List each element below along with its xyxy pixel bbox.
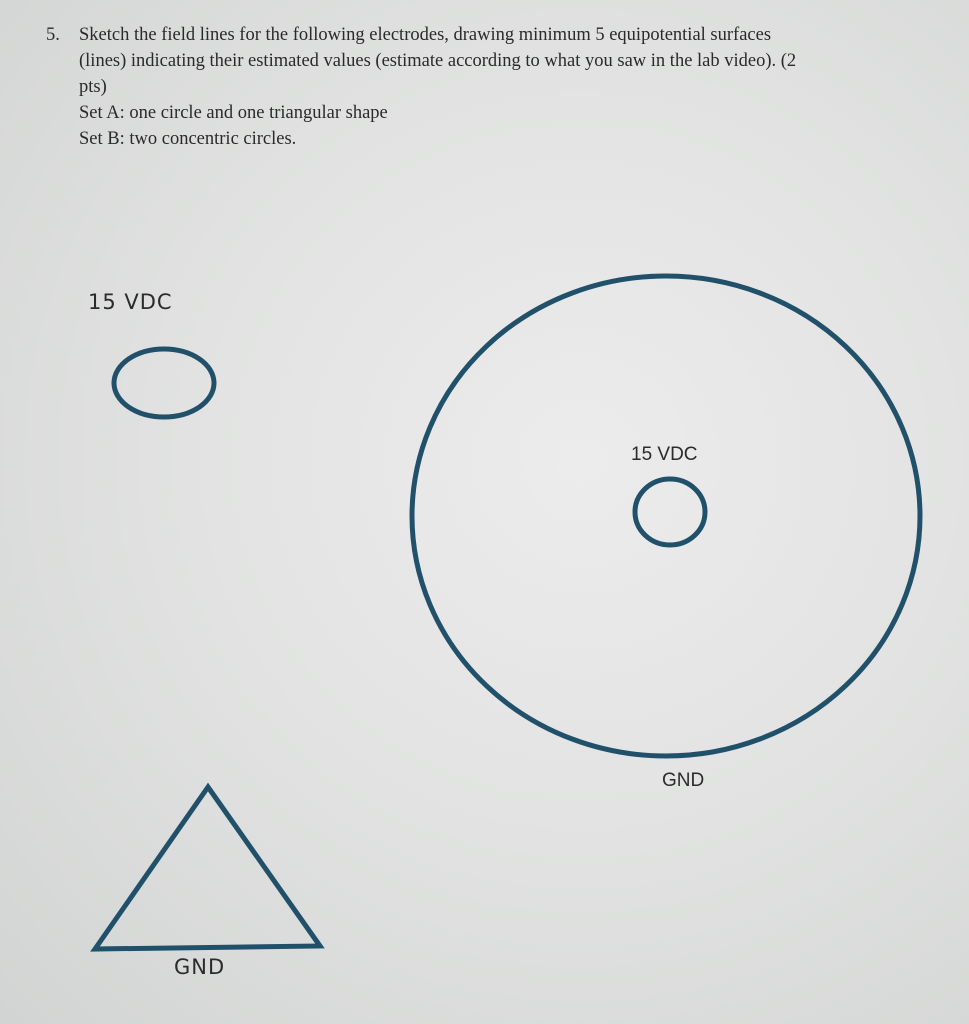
question-line-1: Sketch the field lines for the following electrodes, drawing minimum 5 equipotential surfaces [79,25,772,45]
set-b-outer-circle-electrode [412,276,920,756]
question-line-2: (lines) indicating their estimated values (estimate according to what you saw in the lab video). (2 [79,51,797,71]
set-a-triangle-label: GND [174,955,226,979]
set-b-inner-circle-electrode [635,479,705,545]
set-a-triangle-electrode [95,787,320,949]
set-b-inner-label: 15 VDC [631,444,698,465]
set-a-circle-electrode [114,349,214,417]
set-a-description: Set A: one circle and one triangular shape [79,103,388,123]
set-b-description: Set B: two concentric circles. [79,129,297,149]
set-a-circle-label: 15 VDC [88,290,173,314]
question-line-3: pts) [79,77,107,97]
set-b-outer-label: GND [662,770,705,791]
question-number: 5. [46,25,60,45]
